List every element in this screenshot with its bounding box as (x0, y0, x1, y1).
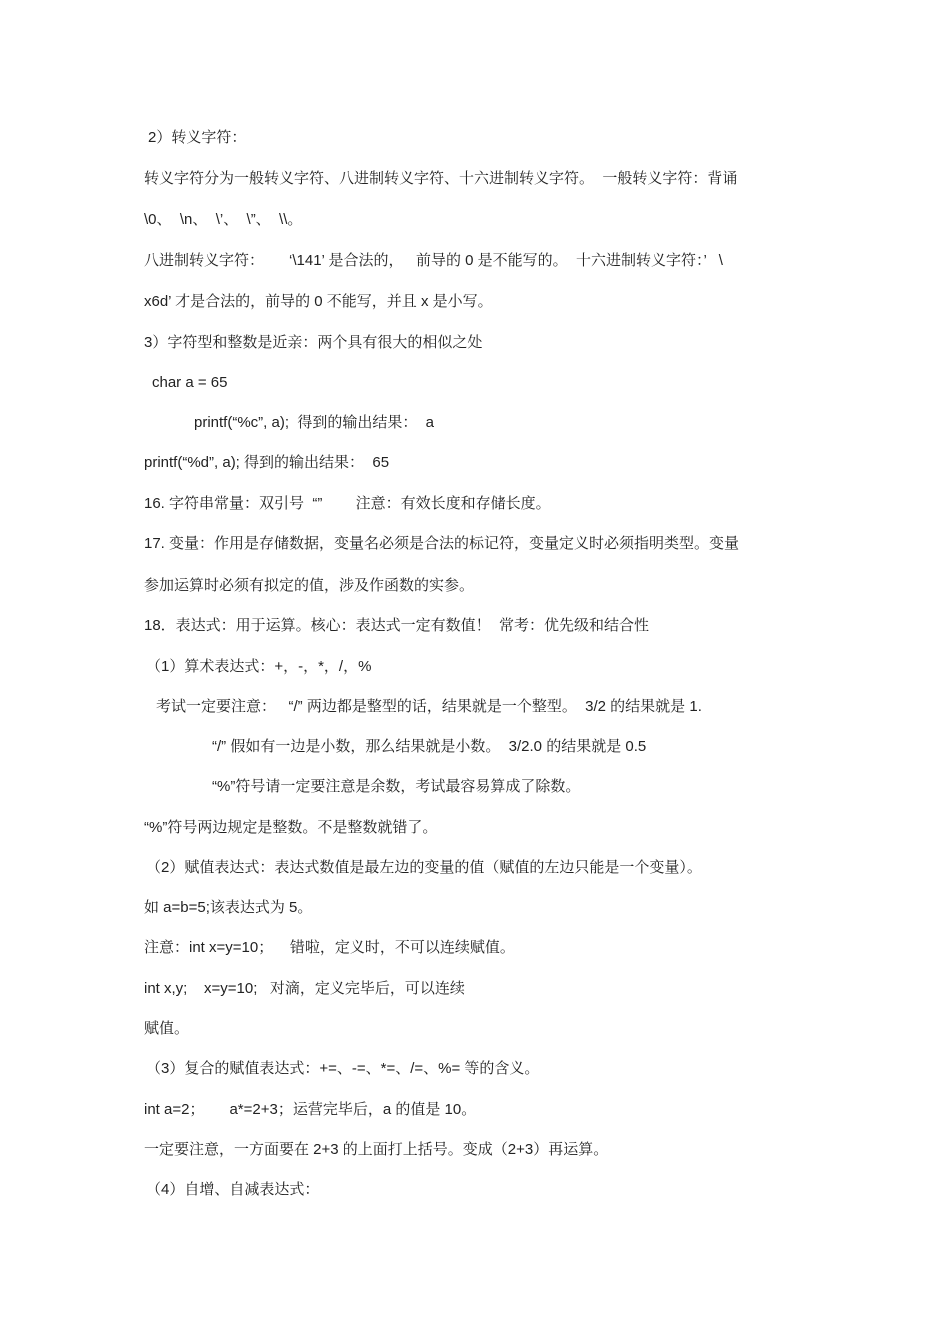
char-int-heading: 3）字符型和整数是近亲：两个具有很大的相似之处 (144, 334, 483, 351)
integer-division-note: 考试一定要注意： “/” 两边都是整型的话，结果就是一个整型。 3/2 的结果就是 1. (156, 698, 702, 715)
string-constant-heading: 16. 字符串常量：双引号 “” 注意：有效长度和存储长度。 (144, 495, 551, 512)
compound-assignment: （3）复合的赋值表达式：+=、-=、*=、/=、%= 等的含义。 (146, 1060, 540, 1077)
assignment-correct-continuation: 赋值。 (144, 1020, 190, 1037)
octal-escape-text: 八进制转义字符： ‘\141’ 是合法的， 前导的 0 是不能写的。 十六进制转义字符：’ \ (144, 252, 723, 269)
printf-int-line: printf(“%d”, a); 得到的输出结果： 65 (144, 454, 390, 471)
assignment-warning: 注意：int x=y=10； 错啦，定义时，不可以连续赋值。 (144, 939, 515, 956)
assignment-expression: （2）赋值表达式：表达式数值是最左边的变量的值（赋值的左边只能是一个变量）。 (146, 859, 702, 876)
compound-example: int a=2； a*=2+3；运营完毕后，a 的值是 10。 (144, 1101, 477, 1118)
escape-char-heading: 2）转义字符： (148, 129, 247, 146)
hex-escape-text: x6d’ 才是合法的，前导的 0 不能写，并且 x 是小写。 (144, 293, 493, 310)
variable-heading: 17. 变量：作用是存储数据，变量名必须是合法的标记符，变量定义时必须指明类型。变量 (144, 535, 740, 552)
modulo-note: “%”符号请一定要注意是余数，考试最容易算成了除数。 (212, 778, 581, 795)
printf-char-line: printf(“%c”, a); 得到的输出结果： a (194, 414, 435, 431)
assignment-correct-example: int x,y; x=y=10; 对滴，定义完毕后，可以连续 (144, 980, 465, 997)
increment-decrement-heading: （4）自增、自减表达式： (146, 1181, 320, 1198)
arithmetic-expression: （1）算术表达式：+，-，*，/，% (146, 658, 372, 675)
decimal-division-note: “/” 假如有一边是小数，那么结果就是小数。 3/2.0 的结果就是 0.5 (212, 738, 647, 755)
char-code-line: char a = 65 (152, 374, 228, 391)
expression-heading: 18．表达式：用于运算。核心：表达式一定有数值！ 常考：优先级和结合性 (144, 617, 650, 634)
escape-char-examples: \0、 \n、 \’、 \”、 \\。 (144, 211, 303, 228)
assignment-example: 如 a=b=5;该表达式为 5。 (144, 899, 313, 916)
escape-char-categories: 转义字符分为一般转义字符、八进制转义字符、十六进制转义字符。 一般转义字符：背诵 (144, 170, 738, 187)
compound-note: 一定要注意，一方面要在 2+3 的上面打上括号。变成（2+3）再运算。 (144, 1141, 609, 1158)
modulo-integer-note: “%”符号两边规定是整数。不是整数就错了。 (144, 819, 438, 836)
variable-continuation: 参加运算时必须有拟定的值，涉及作函数的实参。 (144, 577, 475, 594)
